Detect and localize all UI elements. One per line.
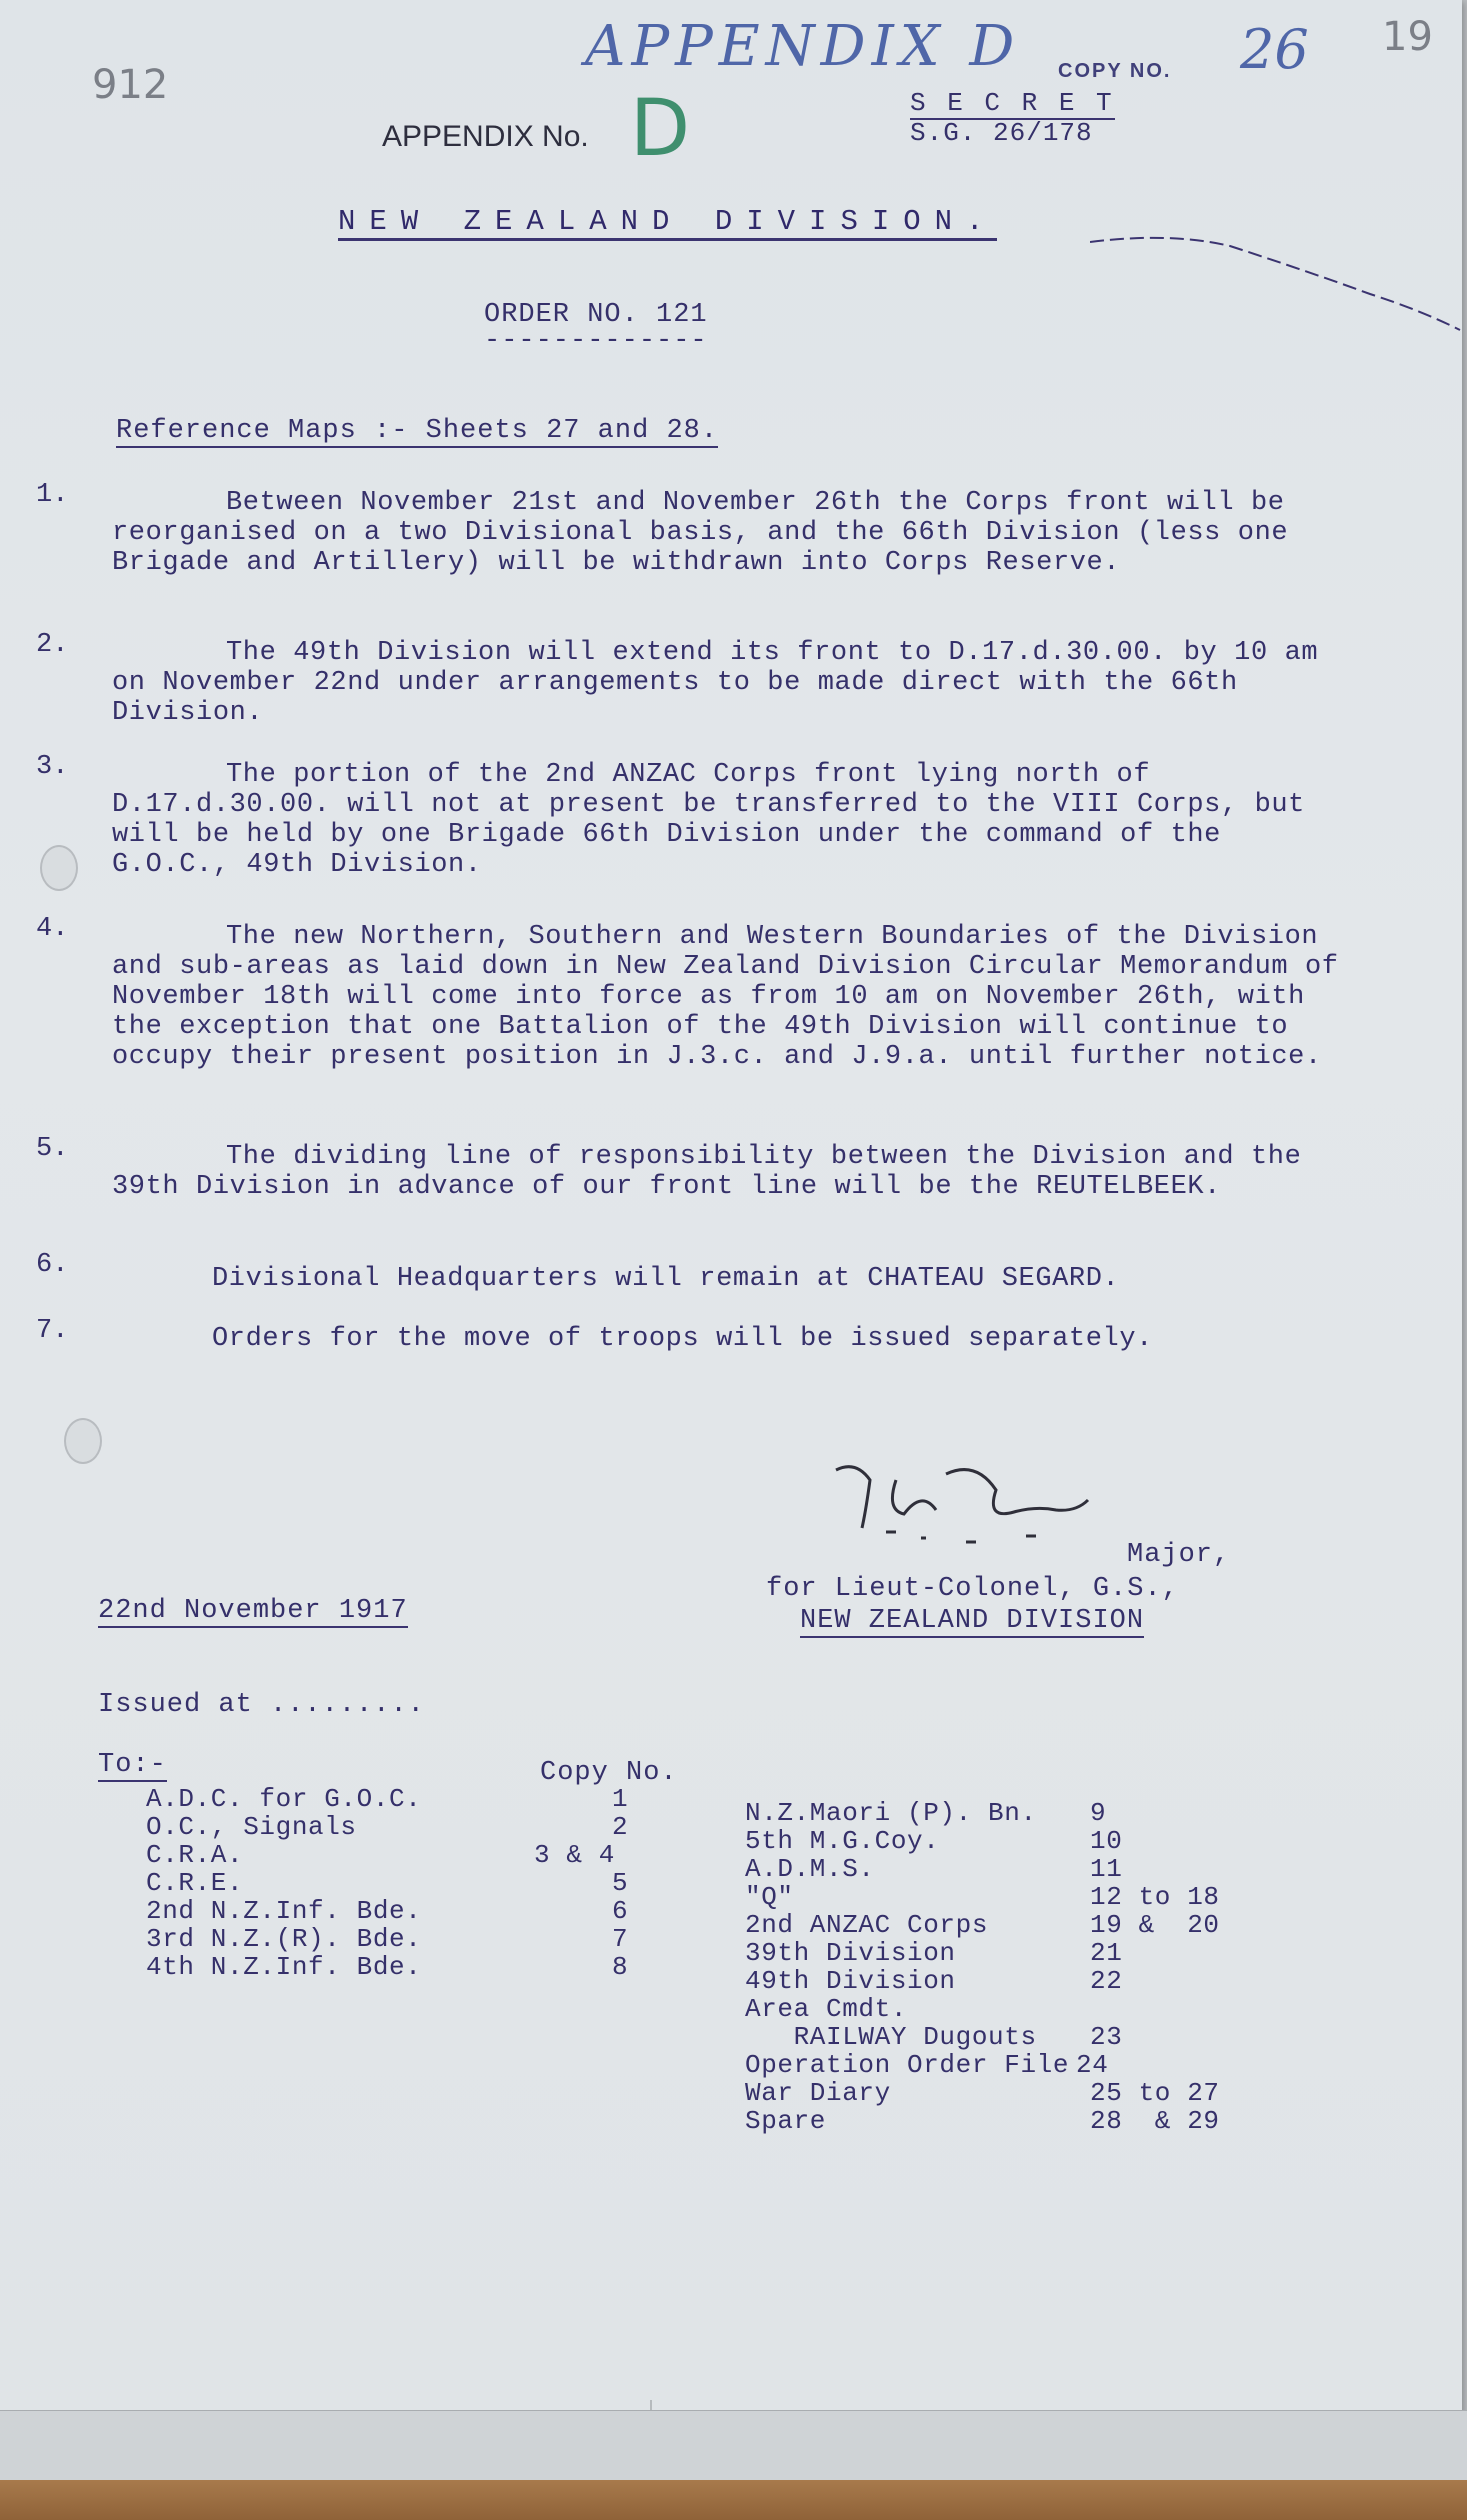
list-item: Spare (745, 2106, 827, 2136)
order-rule: ------------- (484, 326, 708, 356)
signature-for-line: for Lieut-Colonel, G.S., (766, 1574, 1179, 1604)
paragraph-text: Orders for the move of troops will be issued separately. (212, 1324, 1153, 1354)
paragraph-text: The new Northern, Southern and Western Boundaries of the Division and sub-areas as laid down in New Zealand Division Circular Memorandum of November 18th will come into force as from 10 am on November 26th, with the exception that one Battalion of the 49th Division will continue to occupy their present position in J.3.c. and J.9.a. until further notice. (112, 922, 1339, 1072)
list-item: 39th Division (745, 1938, 956, 1968)
desk-surface (0, 2480, 1467, 2520)
paragraph-number: 2. (36, 630, 69, 660)
list-item: C.R.A. (146, 1840, 244, 1870)
list-item-copy: 8 (612, 1952, 629, 1982)
signature-unit: NEW ZEALAND DIVISION (800, 1606, 1145, 1636)
page-number-left: 912 (92, 62, 169, 108)
list-item: RAILWAY Dugouts (745, 2022, 1037, 2052)
list-item: 2nd ANZAC Corps (745, 1910, 989, 1940)
list-item: 3rd N.Z.(R). Bde. (146, 1924, 422, 1954)
page-number-right: 19 (1382, 14, 1433, 60)
list-item: C.R.E. (146, 1868, 244, 1898)
list-item: A.D.C. for G.O.C. (146, 1784, 422, 1814)
appendix-letter: D (630, 84, 691, 174)
paragraph-number: 6. (36, 1250, 69, 1280)
list-item: War Diary (745, 2078, 891, 2108)
reference-maps: Reference Maps :- Sheets 27 and 28. (116, 416, 719, 446)
paragraph-text: Between November 21st and November 26th the Corps front will be reorganised on a two Divisional basis, and the 66th Division (less one Brigade and Artillery) will be withdrawn into Corps Reserve. (112, 488, 1289, 578)
list-item-copy: 6 (612, 1896, 629, 1926)
list-item: 5th M.G.Coy. (745, 1826, 940, 1856)
list-item-copy: 23 (1090, 2022, 1123, 2052)
paragraph-number: 1. (36, 480, 69, 510)
distribution-to-label: To:- (98, 1750, 167, 1780)
list-item: 4th N.Z.Inf. Bde. (146, 1952, 422, 1982)
paragraph-text: The 49th Division will extend its front to D.17.d.30.00. by 10 am on November 22nd under arrangements to be made direct with the 66th Division. (112, 638, 1319, 728)
list-item-copy: 1 (612, 1784, 629, 1814)
classification: S E C R E T (910, 88, 1115, 118)
list-item: N.Z.Maori (P). Bn. (745, 1798, 1037, 1828)
paragraph-number: 4. (36, 914, 69, 944)
order-number: ORDER NO. 121 (484, 300, 708, 330)
list-item-copy: 5 (612, 1868, 629, 1898)
paragraph-number: 7. (36, 1316, 69, 1346)
list-item: A.D.M.S. (745, 1854, 875, 1884)
list-item-copy: 10 (1090, 1826, 1123, 1856)
list-item-copy: 12 to 18 (1090, 1882, 1220, 1912)
appendix-stamp: APPENDIX No. (382, 120, 589, 153)
paragraph-text: Divisional Headquarters will remain at CHATEAU SEGARD. (212, 1264, 1120, 1294)
paragraph-text: The dividing line of responsibility between the Division and the 39th Division in advance of our front line will be the REUTELBEEK. (112, 1142, 1302, 1202)
list-item-copy: 9 (1090, 1798, 1107, 1828)
signature-rank: Major, (1127, 1540, 1231, 1570)
ink-stroke-decoration (1090, 232, 1462, 342)
appendix-handwritten: APPENDIX D (585, 14, 1021, 79)
list-item-copy: 24 (1076, 2050, 1109, 2080)
punch-hole (64, 1418, 102, 1464)
list-item-copy: 11 (1090, 1854, 1123, 1884)
reference-number: S.G. 26/178 (910, 118, 1093, 148)
list-item-copy: 3 & 4 (534, 1840, 616, 1870)
list-item-copy: 2 (612, 1812, 629, 1842)
list-item: 2nd N.Z.Inf. Bde. (146, 1896, 422, 1926)
list-item: 49th Division (745, 1966, 956, 1996)
paragraph-number: 5. (36, 1134, 69, 1164)
list-item-copy: 28 & 29 (1090, 2106, 1220, 2136)
list-item: "Q" (745, 1882, 794, 1912)
paragraph-text: The portion of the 2nd ANZAC Corps front lying north of D.17.d.30.00. will not at present be transferred to the VIII Corps, but will be held by one Brigade 66th Division under the command of the G.O.C., 49th Division. (112, 760, 1305, 880)
copy-no-value: 26 (1240, 18, 1309, 81)
list-item-copy: 22 (1090, 1966, 1123, 1996)
list-item-copy: 25 to 27 (1090, 2078, 1220, 2108)
paragraph-number: 3. (36, 752, 69, 782)
list-item: O.C., Signals (146, 1812, 357, 1842)
list-item: Operation Order File (745, 2050, 1070, 2080)
copy-no-label: COPY NO. (1058, 60, 1172, 82)
issued-at: Issued at ......... (98, 1690, 425, 1720)
punch-hole (40, 845, 78, 891)
copy-no-header: Copy No. (540, 1758, 678, 1788)
list-item: Area Cmdt. (745, 1994, 908, 2024)
list-item-copy: 7 (612, 1924, 629, 1954)
underlying-sheet (0, 2410, 1467, 2481)
issue-date: 22nd November 1917 (98, 1596, 408, 1626)
handwritten-signature (826, 1450, 1106, 1550)
list-item-copy: 21 (1090, 1938, 1123, 1968)
list-item-copy: 19 & 20 (1090, 1910, 1220, 1940)
document-title: NEW ZEALAND DIVISION. (338, 205, 997, 241)
